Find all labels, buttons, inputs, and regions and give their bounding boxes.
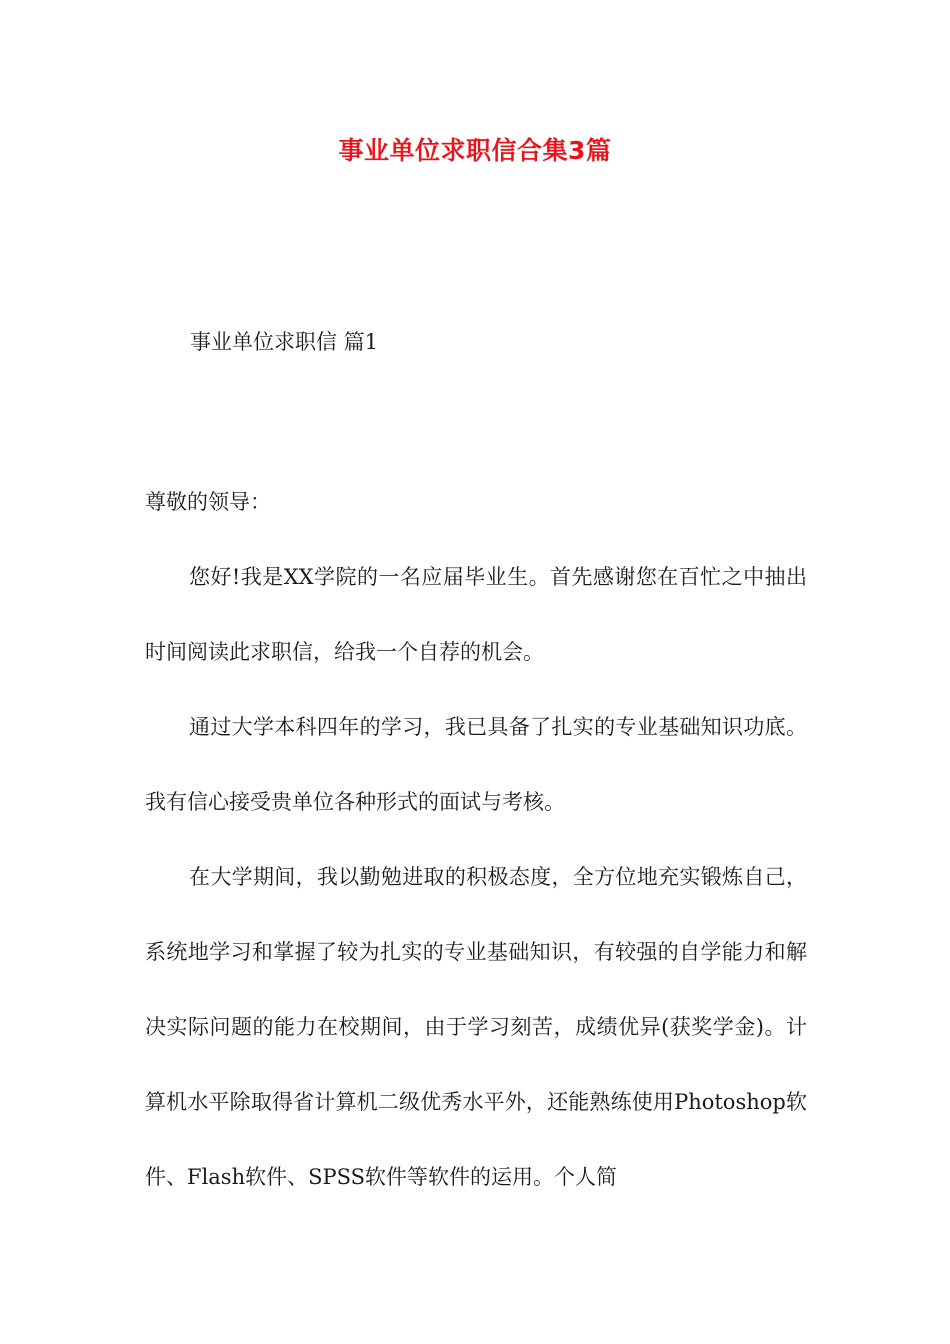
section-heading: 事业单位求职信 篇1: [190, 330, 379, 354]
paragraph-education: 通过大学本科四年的学习，我已具备了扎实的专业基础知识功底。我有信心接受贵单位各种形式的面试与考核。: [145, 715, 807, 814]
salutation: 尊敬的领导：: [145, 490, 271, 514]
paragraph-experience: 在大学期间，我以勤勉进取的积极态度，全方位地充实锻炼自己，系统地学习和掌握了较为扎实的专业基础知识，有较强的自学能力和解决实际问题的能力在校期间，由于学习刻苦，成绩优异(获奖学金)。计算机水平除取得省计算机二级优秀水平外，还能熟练使用Photoshop软件、Flash软件、SPSS软件等软件的运用。个人简: [145, 865, 807, 1189]
paragraph-greeting: 您好!我是XX学院的一名应届毕业生。首先感谢您在百忙之中抽出时间阅读此求职信，给我一个自荐的机会。: [145, 565, 807, 664]
letter-body: [145, 465, 807, 1215]
document-title: 事业单位求职信合集3篇: [338, 136, 612, 165]
